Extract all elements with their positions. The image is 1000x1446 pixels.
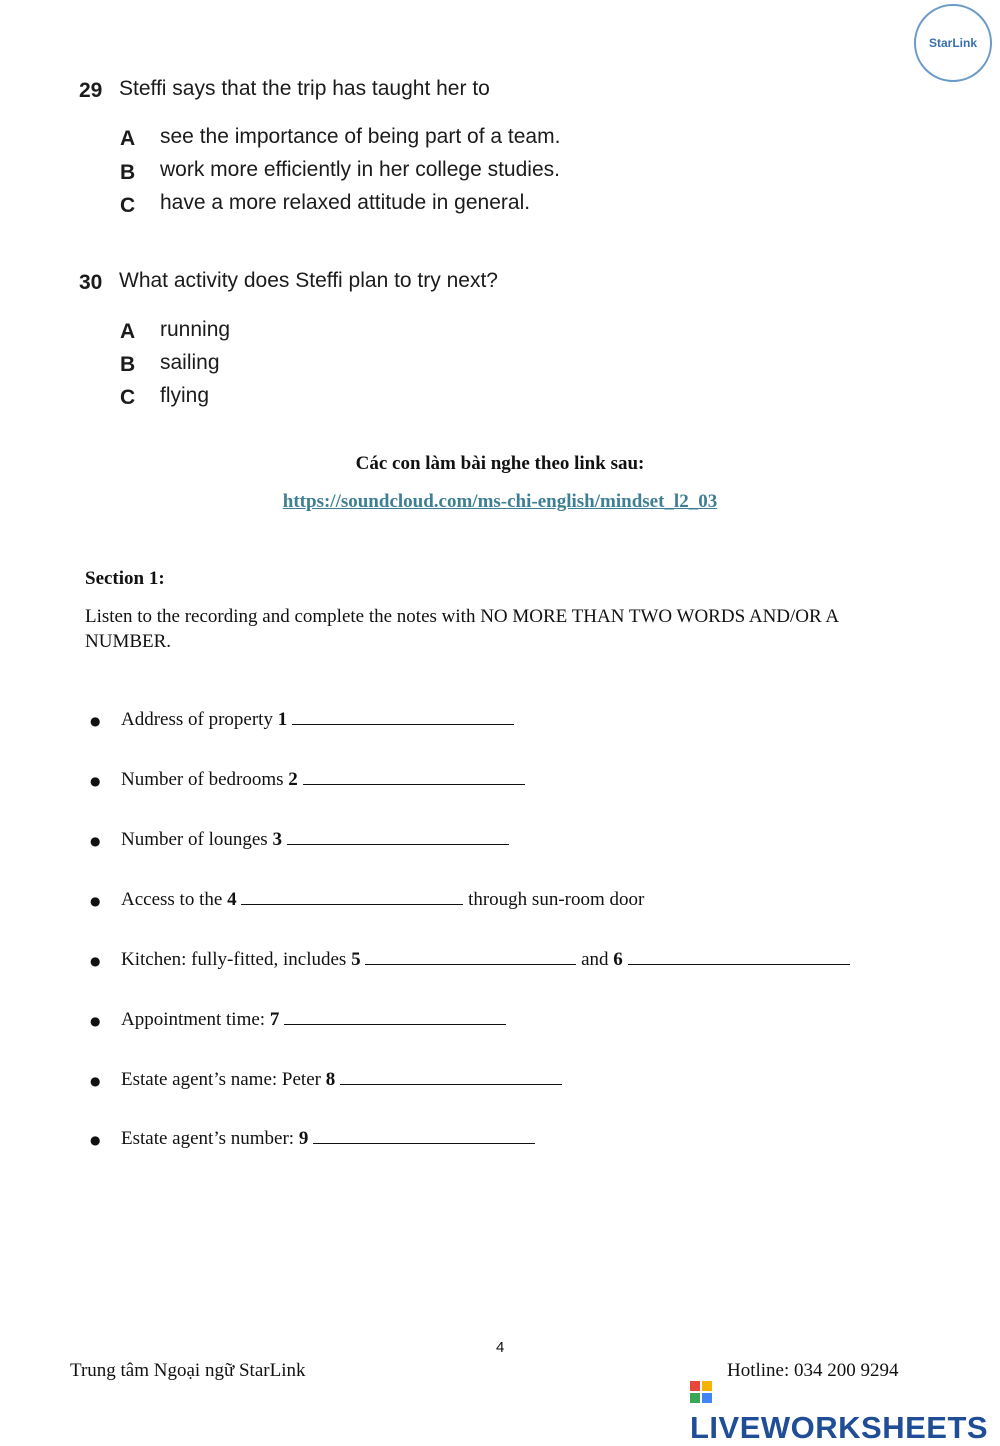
section-directions-line2: NUMBER. [85, 631, 172, 652]
bullet-icon: ● [90, 834, 101, 848]
liveworksheets-watermark [690, 1374, 1000, 1446]
option-text: see the importance of being part of a team. [160, 125, 561, 148]
note-item [121, 1068, 562, 1091]
liveworksheets-blocks-icon [690, 1381, 714, 1405]
bullet-icon: ● [90, 1014, 101, 1028]
question-text: What activity does Steffi plan to try next? [119, 269, 498, 292]
section-directions-line1: Listen to the recording and complete the notes with NO MORE THAN TWO WORDS AND/OR A [85, 606, 840, 627]
option-text: running [160, 318, 231, 341]
option-text: have a more relaxed attitude in general. [160, 191, 531, 214]
footer-center-name: Trung tâm Ngoại ngữ StarLink [70, 1360, 306, 1381]
note-label: Estate agent’s name: Peter [121, 1069, 326, 1090]
note-number: 2 [288, 769, 298, 790]
note-label: Number of lounges [121, 829, 273, 850]
answer-blank[interactable] [313, 1127, 535, 1144]
option-text: flying [160, 384, 210, 407]
note-number: 3 [272, 829, 282, 850]
note-number: 1 [277, 709, 288, 730]
page-number: 4 [496, 1339, 505, 1356]
note-item [121, 948, 850, 971]
option-letter: A [120, 320, 136, 343]
bullet-icon: ● [90, 1133, 101, 1147]
starlink-logo [914, 4, 992, 82]
answer-blank[interactable] [241, 888, 463, 905]
question-number: 29 [79, 79, 103, 102]
note-label: Estate agent’s number: [121, 1128, 299, 1149]
answer-blank[interactable] [365, 948, 576, 965]
note-label: Number of bedrooms [121, 769, 289, 790]
option-letter: A [120, 127, 136, 150]
note-number: 9 [298, 1128, 309, 1149]
question-number: 30 [79, 271, 103, 294]
note-number: 7 [269, 1009, 280, 1030]
bullet-icon: ● [90, 774, 101, 788]
answer-blank[interactable] [284, 1008, 506, 1025]
note-item [121, 1008, 506, 1031]
answer-blank[interactable] [292, 708, 514, 725]
soundcloud-link[interactable]: https://soundcloud.com/ms-chi-english/mindset_l2_03 [282, 491, 718, 512]
note-item [121, 888, 644, 911]
answer-blank[interactable] [340, 1068, 562, 1085]
note-item [121, 768, 525, 791]
option-text: work more efficiently in her college studies. [160, 158, 560, 181]
answer-blank[interactable] [287, 828, 509, 845]
note-number: 8 [325, 1069, 336, 1090]
note-label: Appointment time: [121, 1009, 270, 1030]
note-number: 4 [227, 889, 237, 910]
note-number: 5 [351, 949, 361, 970]
note-item [121, 708, 514, 731]
note-label: Kitchen: fully-fitted, includes [121, 949, 352, 970]
note-item [121, 1127, 535, 1150]
bullet-icon: ● [90, 1074, 101, 1088]
liveworksheets-text: LIVEWORKSHEETS [690, 1410, 989, 1445]
option-text: sailing [160, 351, 220, 374]
note-label: Access to the [121, 889, 228, 910]
listening-instruction: Các con làm bài nghe theo link sau: [355, 453, 645, 474]
logo-text: StarLink [928, 36, 977, 50]
bullet-icon: ● [90, 894, 101, 908]
bullet-icon: ● [90, 954, 101, 968]
note-connector: and [576, 949, 614, 970]
note-label: Address of property [121, 709, 278, 730]
option-letter: C [120, 386, 136, 409]
note-number: 6 [613, 949, 623, 970]
note-item [121, 828, 509, 851]
answer-blank[interactable] [303, 768, 525, 785]
option-letter: C [120, 194, 136, 217]
bullet-icon: ● [90, 714, 101, 728]
question-text: Steffi says that the trip has taught her to [119, 77, 490, 100]
note-suffix: through sun-room door [463, 889, 645, 910]
option-letter: B [120, 161, 136, 184]
section-title: Section 1: [85, 568, 165, 589]
footer-hotline: Hotline: 034 200 9294 [727, 1360, 899, 1381]
answer-blank[interactable] [628, 948, 850, 965]
option-letter: B [120, 353, 136, 376]
